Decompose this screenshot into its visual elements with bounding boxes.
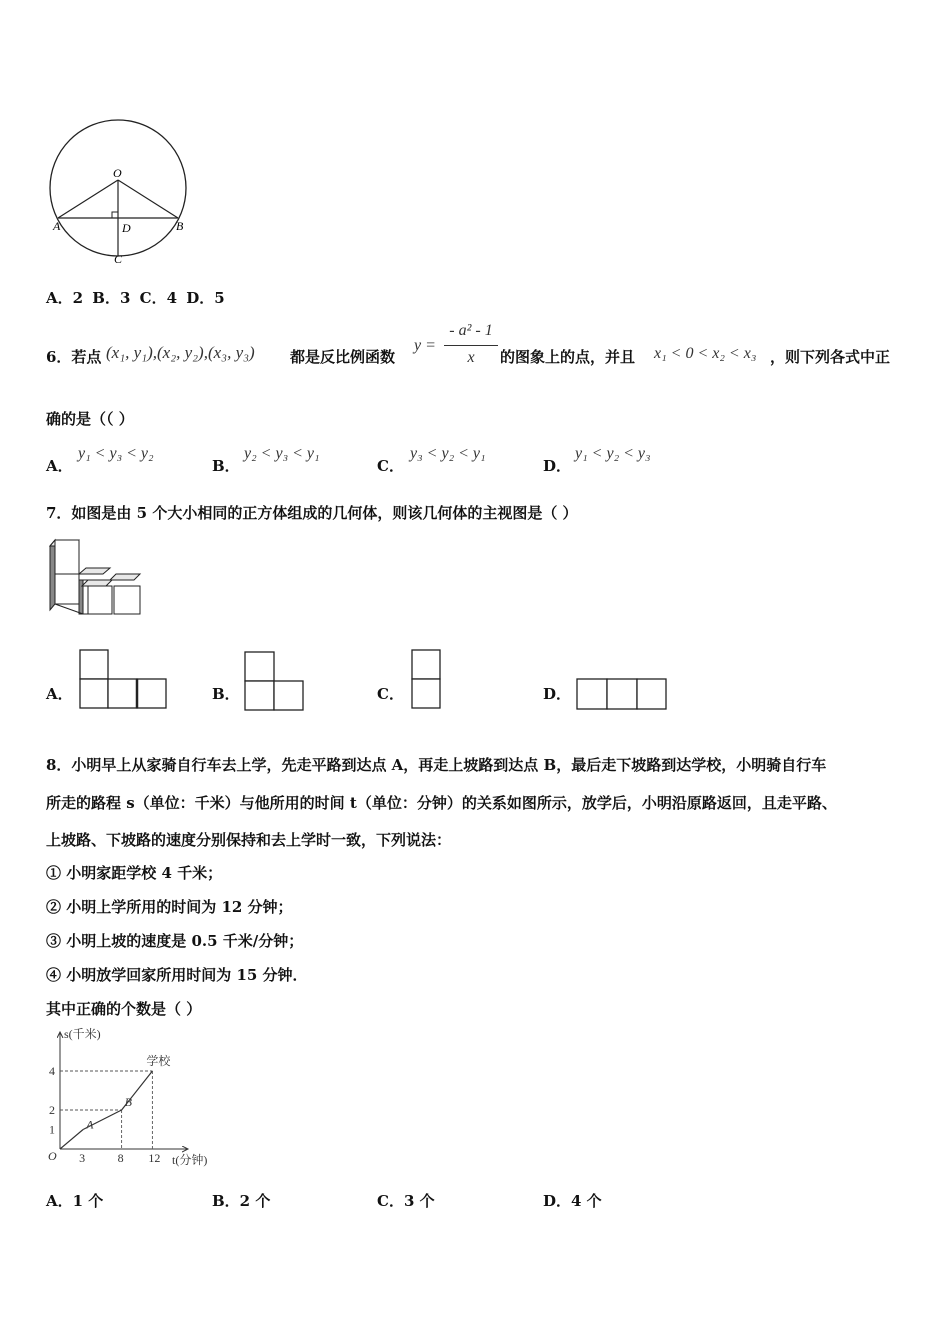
x-tick-label-3: 3 <box>79 1151 86 1165</box>
label-o: O <box>113 166 122 180</box>
point-label-3: 学校 <box>146 1054 171 1068</box>
q6-option-b-expr: y₂ < y₃ < y₁ <box>244 445 320 462</box>
q6-option-d-label: D． <box>543 457 572 475</box>
segment-ob <box>118 180 178 218</box>
q7-option-a-label: A． <box>46 685 73 703</box>
q7-option-b-label: B． <box>212 685 240 703</box>
q6-func-numerator: - a² - 1 <box>449 322 493 339</box>
q7-stem: 7．如图是由 5 个大小相同的正方体组成的几何体，则该几何体的主视图是（ ） <box>46 504 578 522</box>
q7-option-d-label: D． <box>543 685 572 703</box>
q8-statement-2: ② 小明上学所用的时间为 12 分钟； <box>46 898 293 916</box>
q8-statement-3: ③ 小明上坡的速度是 0.5 千米/分钟； <box>46 932 304 950</box>
q8-question: 其中正确的个数是（ ） <box>46 1000 202 1018</box>
circle-figure <box>48 108 193 268</box>
q8-option-b: B．2 个 <box>212 1192 271 1210</box>
q7-option-b-view <box>243 650 307 712</box>
q6-option-b-label: B． <box>212 457 240 475</box>
y-tick-label-2: 2 <box>49 1103 55 1117</box>
q8-statement-4: ④ 小明放学回家所用时间为 15 分钟． <box>46 966 308 984</box>
q6-points: (x₁, y₁),(x₂, y₂),(x₃, y₃) <box>106 343 255 362</box>
q6-condition: x₁ < 0 < x₂ < x₃ <box>654 345 757 362</box>
q6-tail2: ，则下列各式中正 <box>770 348 891 366</box>
label-b: B <box>176 219 184 233</box>
q6-func-lhs: y = <box>414 337 436 354</box>
label-c: C <box>114 252 123 266</box>
q6-prefix: 6．若点 <box>46 348 102 366</box>
q8-line3: 上坡路、下坡路的速度分别保持和去上学时一致，下列说法： <box>46 831 452 849</box>
point-label-1: A <box>86 1117 94 1132</box>
y-tick-label-4: 4 <box>49 1064 55 1078</box>
q6-tail1: 的图象上的点，并且 <box>500 348 636 366</box>
q8-option-c: C．3 个 <box>377 1192 435 1210</box>
q6-option-a-expr: y₁ < y₃ < y₂ <box>78 445 154 462</box>
q6-option-c-expr: y₃ < y₂ < y₁ <box>410 445 486 462</box>
q7-option-c-view <box>410 648 444 710</box>
q8-statement-1: ① 小明家距学校 4 千米； <box>46 864 223 882</box>
label-a: A <box>53 219 61 233</box>
q6-line2: 确的是（（ ） <box>46 410 134 428</box>
cube-solid-figure <box>46 538 146 618</box>
q6-option-a-label: A． <box>46 457 73 475</box>
y-axis-label: s(千米) <box>64 1027 101 1041</box>
q7-option-d-view <box>575 677 669 712</box>
q6-mid: 都是反比例函数 <box>290 348 396 366</box>
q8-line1: 8．小明早上从家骑自行车去上学，先走平路到达点 A，再走上坡路到达点 B，最后走下坡路到达学校，小明骑自行车 <box>46 756 827 774</box>
q6-option-c-label: C． <box>377 457 404 475</box>
x-tick-label-12: 12 <box>148 1151 161 1165</box>
origin-label: O <box>48 1149 57 1163</box>
label-d: D <box>122 221 131 235</box>
q6-fraction-bar <box>444 345 498 346</box>
x-tick-label-8: 8 <box>117 1151 124 1165</box>
segment-oa <box>58 180 118 218</box>
q7-option-c-label: C． <box>377 685 404 703</box>
q5-options: A．2 B．3 C．4 D．5 <box>46 289 225 307</box>
q7-option-a-view <box>78 648 170 712</box>
q6-option-d-expr: y₁ < y₂ < y₃ <box>575 445 651 462</box>
x-axis-label: t(分钟) <box>172 1153 208 1167</box>
q6-func-denominator: x <box>467 349 475 366</box>
distance-time-chart <box>40 1024 225 1172</box>
point-label-2: B <box>124 1095 132 1109</box>
q8-option-d: D．4 个 <box>543 1192 602 1210</box>
y-tick-label-1: 1 <box>49 1122 55 1137</box>
right-angle-mark <box>112 212 118 218</box>
q8-line2: 所走的路程 s（单位：千米）与他所用的时间 t（单位：分钟）的关系如图所示，放学后，小明沿原路返回，且走平路、 <box>46 794 837 812</box>
series-segment-1 <box>60 1130 83 1150</box>
q8-option-a: A．1 个 <box>46 1192 104 1210</box>
